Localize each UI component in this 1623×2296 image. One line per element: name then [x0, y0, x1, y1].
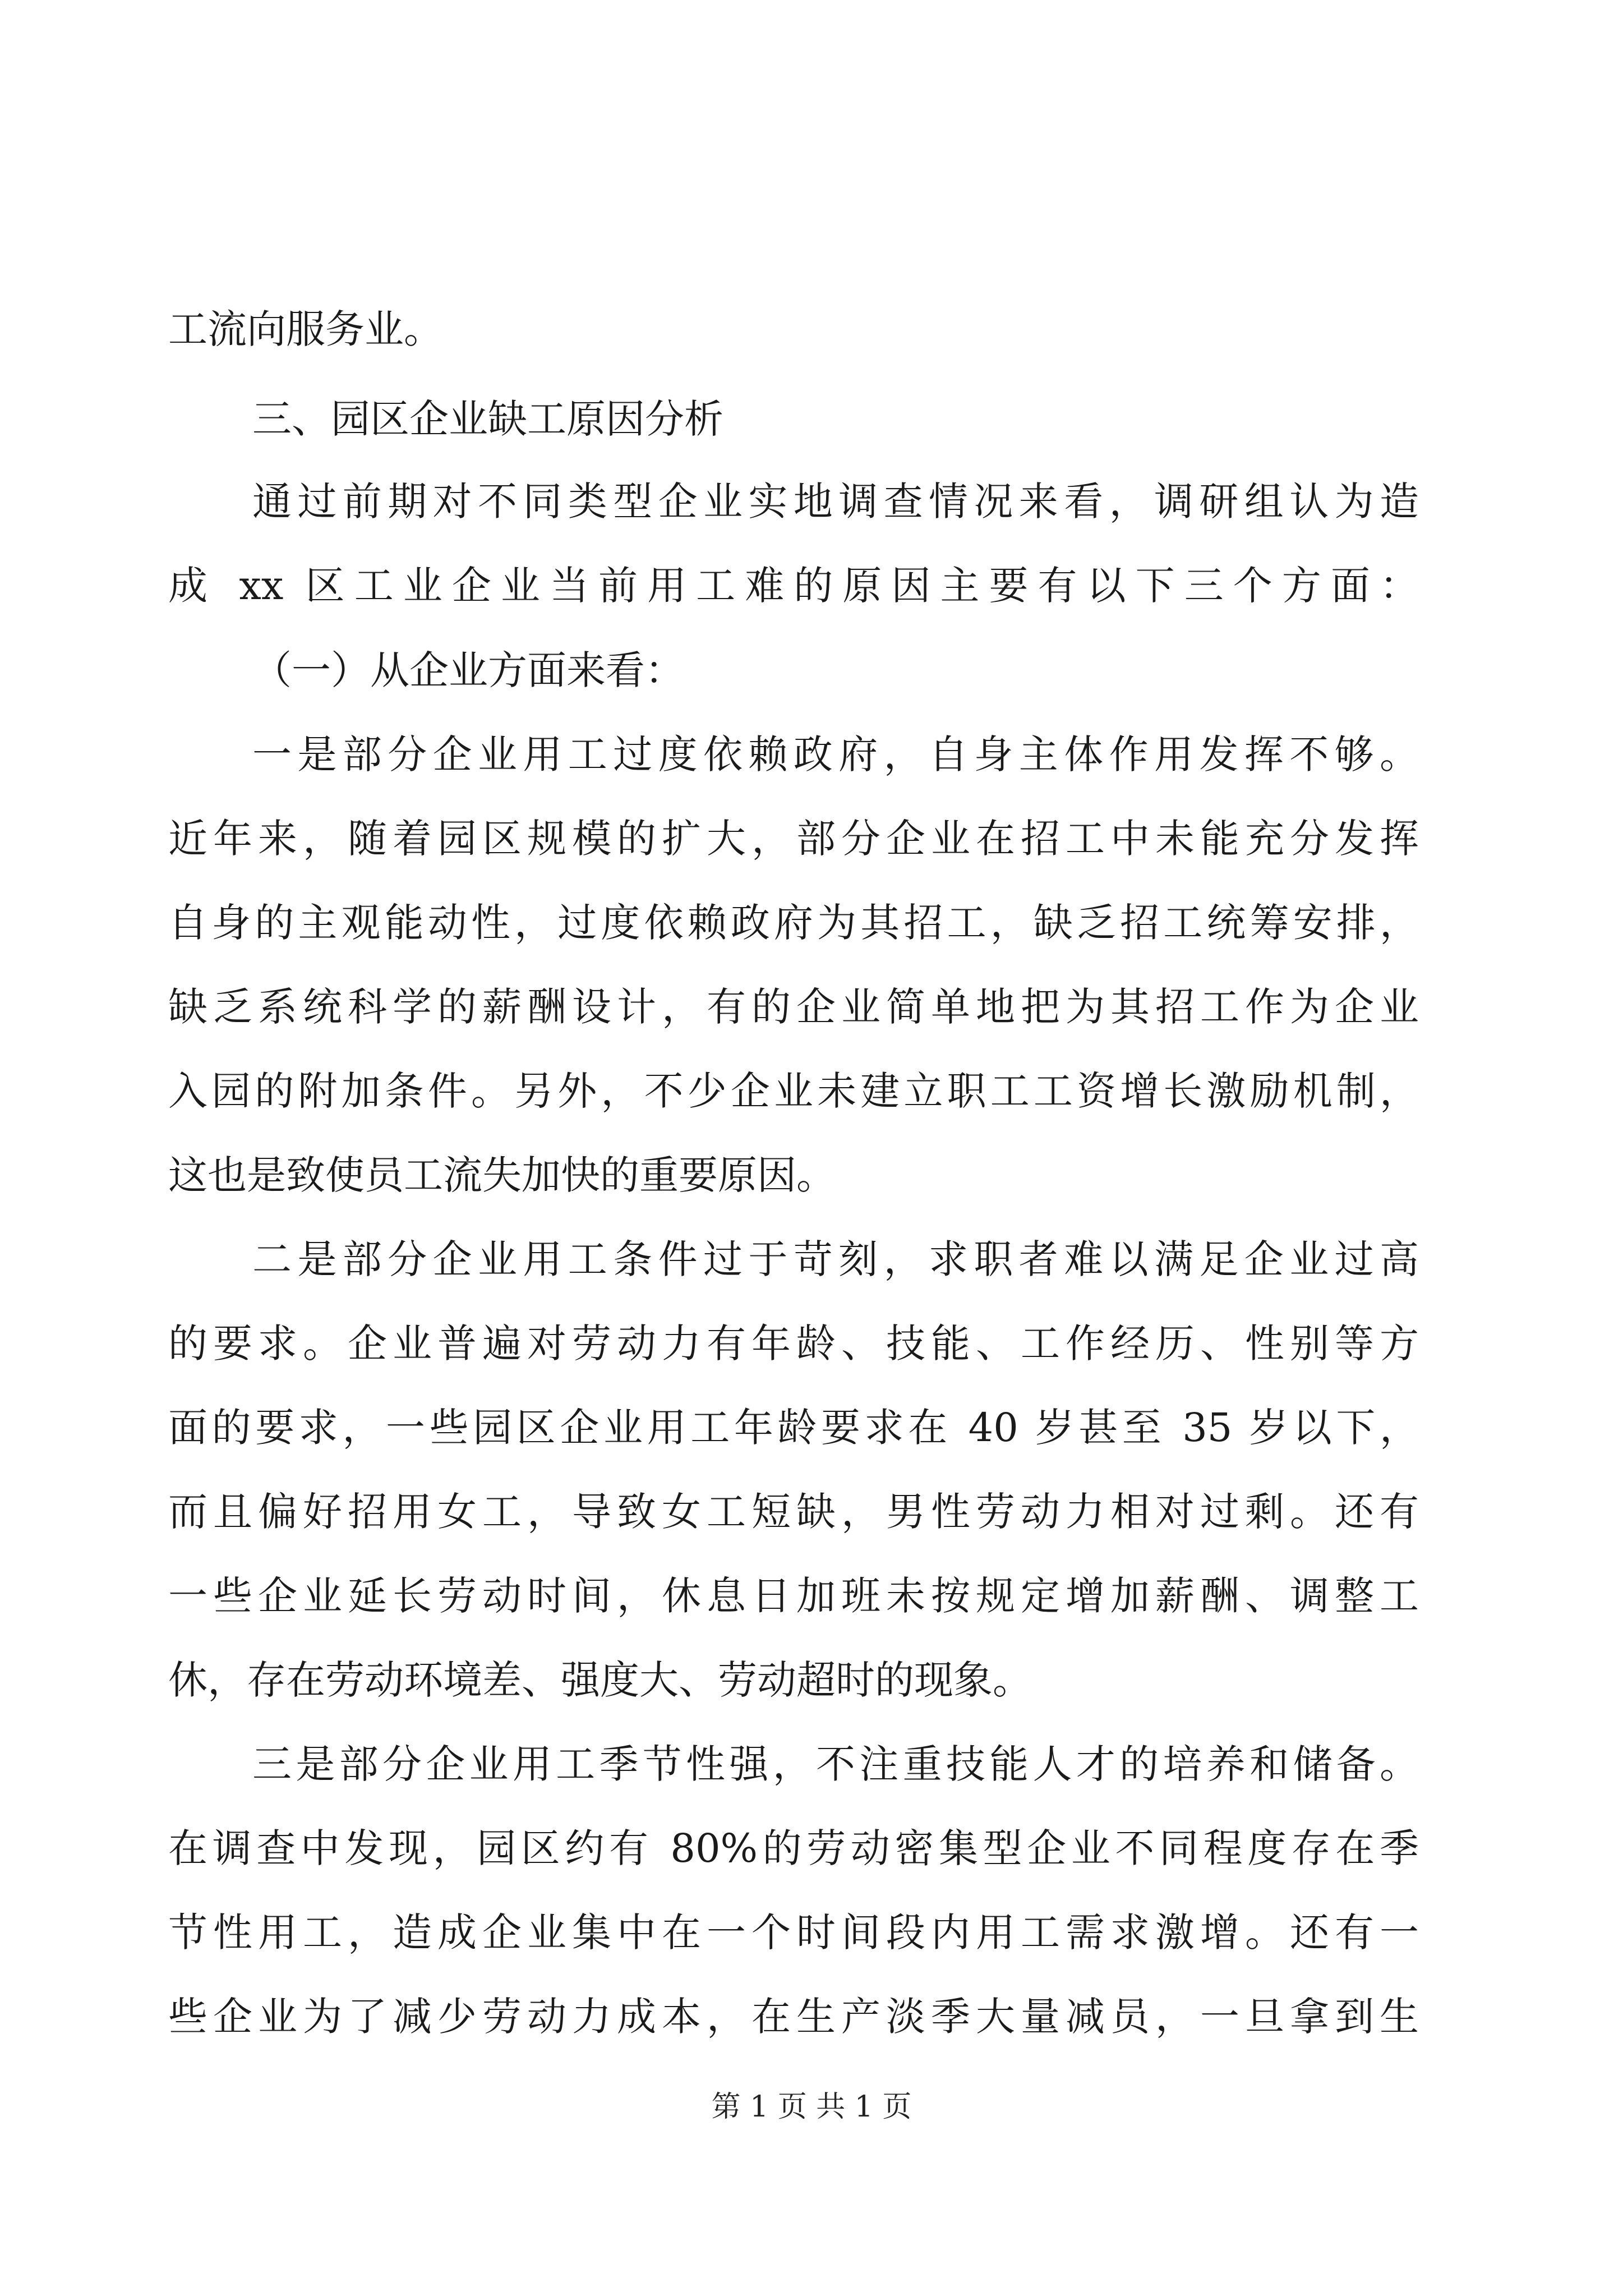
section-heading: 三、园区企业缺工原因分析	[252, 396, 723, 442]
subsection-heading: （一）从企业方面来看：	[252, 647, 684, 693]
page-footer: 第 1 页 共 1 页	[711, 2090, 912, 2124]
text-line: 三是部分企业用工季节性强，不注重技能人才的培养和储备。	[252, 1741, 1419, 1787]
text-line: 休，存在劳动环境差、强度大、劳动超时的现象。	[168, 1657, 1032, 1703]
text-line: 缺乏系统科学的薪酬设计，有的企业简单地把为其招工作为企业	[168, 984, 1419, 1030]
text-line: 通过前期对不同类型企业实地调查情况来看，调研组认为造	[252, 478, 1419, 524]
text-line: 些企业为了减少劳动力成本，在生产淡季大量减员，一旦拿到生	[168, 1994, 1419, 2040]
text-line: 工流向服务业。	[168, 306, 443, 352]
text-line: 成 xx 区工业企业当前用工难的原因主要有以下三个方面：	[168, 563, 1419, 609]
text-line: 这也是致使员工流失加快的重要原因。	[168, 1152, 836, 1198]
text-line: 而且偏好招用女工，导致女工短缺，男性劳动力相对过剩。还有	[168, 1489, 1419, 1535]
text-line: 面的要求，一些园区企业用工年龄要求在 40 岁甚至 35 岁以下，	[168, 1405, 1419, 1451]
text-line: 二是部分企业用工条件过于苛刻，求职者难以满足企业过高	[252, 1236, 1419, 1282]
text-line: 入园的附加条件。另外，不少企业未建立职工工资增长激励机制，	[168, 1068, 1419, 1114]
text-line: 自身的主观能动性，过度依赖政府为其招工，缺乏招工统筹安排，	[168, 900, 1419, 946]
text-line: 一些企业延长劳动时间，休息日加班未按规定增加薪酬、调整工	[168, 1573, 1419, 1619]
text-line: 节性用工，造成企业集中在一个时间段内用工需求激增。还有一	[168, 1910, 1419, 1955]
text-line: 的要求。企业普遍对劳动力有年龄、技能、工作经历、性别等方	[168, 1320, 1419, 1366]
text-line: 近年来，随着园区规模的扩大，部分企业在招工中未能充分发挥	[168, 816, 1419, 862]
text-line: 在调查中发现，园区约有 80%的劳动密集型企业不同程度存在季	[168, 1825, 1419, 1871]
text-line: 一是部分企业用工过度依赖政府，自身主体作用发挥不够。	[252, 731, 1419, 777]
